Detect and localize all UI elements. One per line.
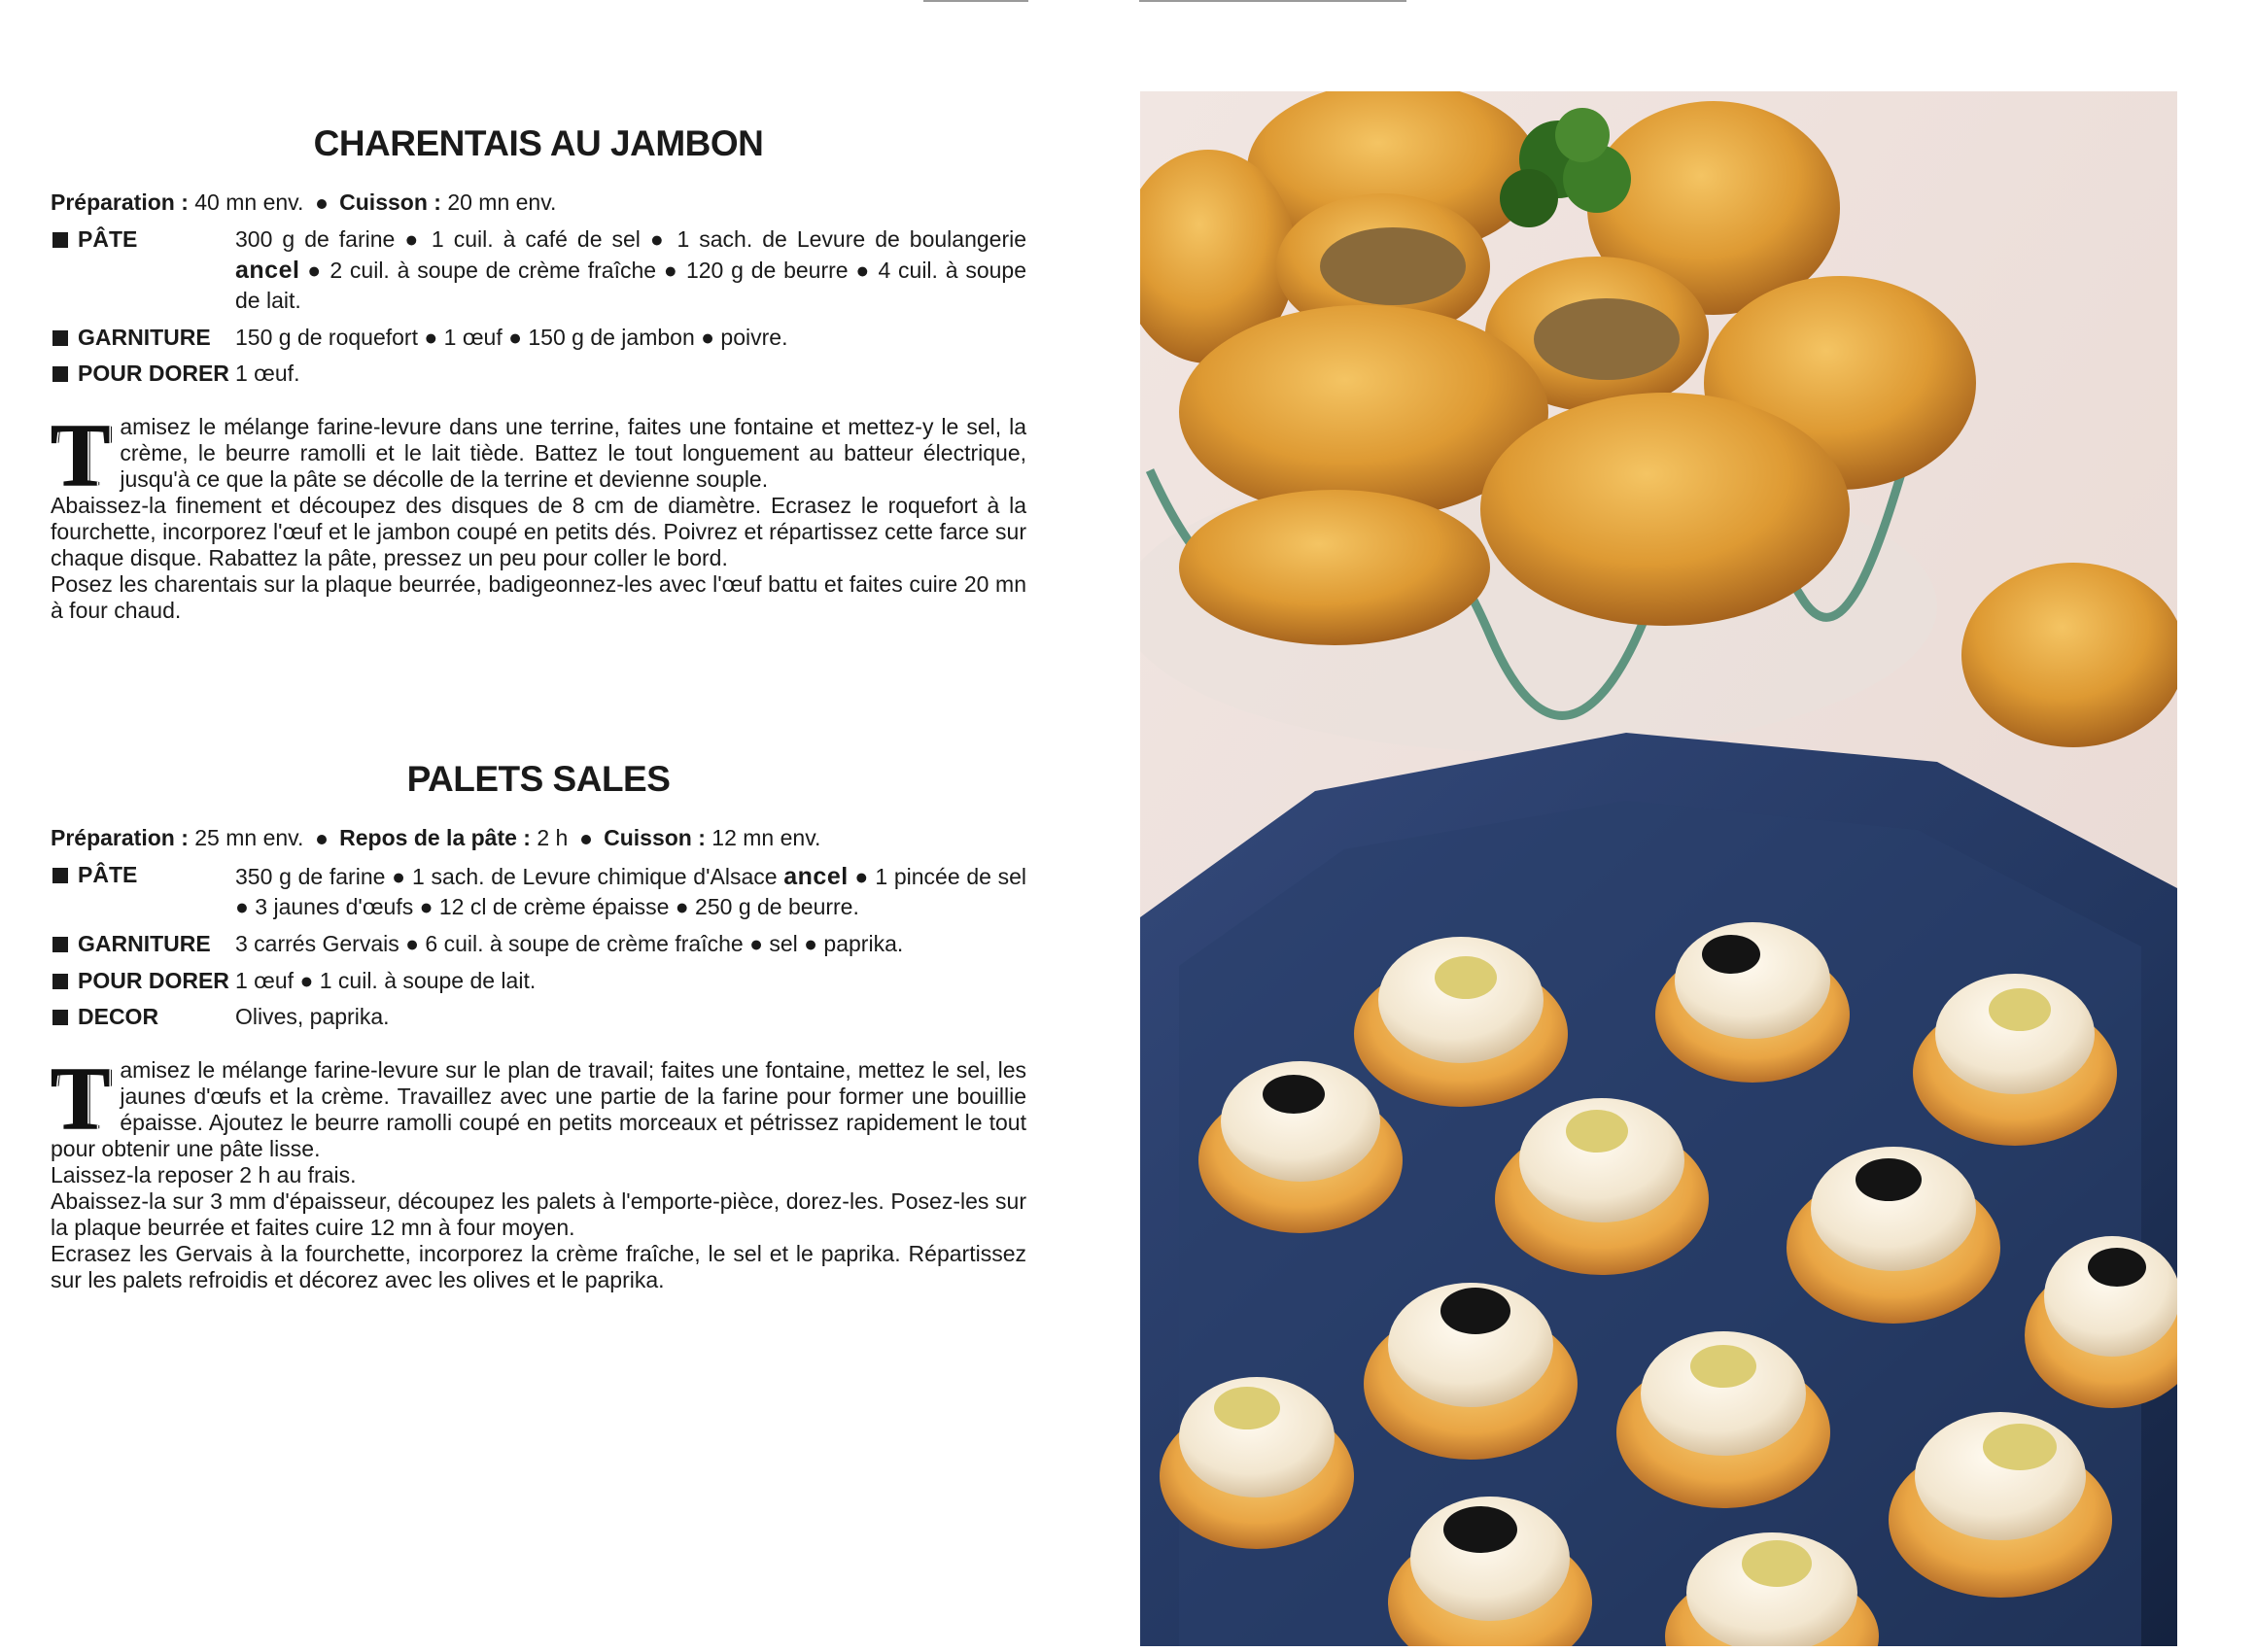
ingredient-text: 1 œuf. [235,361,300,387]
brand-ancel-logo: ancel [783,863,849,891]
bullet-dot [317,835,327,844]
square-bullet-icon [52,974,68,989]
meta-value: 20 mn env. [447,189,557,215]
food-photo-illustration [1140,91,2177,1646]
drop-cap: T [51,1049,111,1149]
recipe-timing [51,189,1026,217]
meta-key: Préparation : [51,189,189,215]
bullet-dot [581,835,591,844]
method-paragraph: amisez le mélange farine-levure dans une terrine, faites une fontaine et mettez-y le sel, la crème, le beurre ramolli et le lait tiède. Battez le tout longuement au batteur électrique, jusqu'à ce que la pâte se décolle de la terrine et devienne souple. [120,414,1026,493]
ingredient-row [51,324,1026,353]
ingredient-text: ● 1 pincée de sel ● 3 jaunes d'œufs ● 12 cl de crème épaisse ● 250 g de beurre. [235,864,1027,919]
meta-key: Repos de la pâte : [339,824,531,850]
ingredient-row [51,225,1026,315]
ingredient-label: GARNITURE [78,930,211,956]
bullet-dot [317,199,327,209]
method-paragraph: Laissez-la reposer 2 h au frais. [51,1162,357,1188]
ingredient-text: ● 2 cuil. à soupe de crème fraîche ● 120 g de beurre ● 4 cuil. à soupe de lait. [235,258,1026,313]
method-paragraph: Posez les charentais sur la plaque beurrée, badigeonnez-les avec l'œuf battu et faites cuire 20 mn à four chaud. [51,571,1026,624]
ingredient-row [51,967,1026,996]
ingredient-row [51,360,1026,389]
ingredient-row [51,1003,1026,1032]
ingredient-text: Olives, paprika. [235,1004,390,1030]
brand-ancel-logo: ancel [235,257,300,285]
recipe-page [0,0,1089,1652]
meta-key: Préparation : [51,824,189,850]
ingredient-label: DECOR [78,1004,159,1030]
ingredient-text: 150 g de roquefort ● 1 œuf ● 150 g de jambon ● poivre. [235,324,788,350]
drop-cap: T [51,405,111,505]
ingredient-text: 300 g de farine ● 1 cuil. à café de sel ● 1 sach. de Levure de boulangerie [235,226,1026,253]
meta-value: 12 mn env. [711,824,821,850]
method-paragraph: Abaissez-la sur 3 mm d'épaisseur, découpez les palets à l'emporte-pièce, dorez-les. Posez-les sur la plaque beurrée et faites cuire 12 mn à four moyen. [51,1188,1026,1241]
meta-value: 40 mn env. [194,189,304,215]
ingredient-row [51,930,1026,959]
method-paragraph: amisez le mélange farine-levure sur le plan de travail; faites une fontaine, mettez le sel, les jaunes d'œufs et la crème. Travaillez avec une partie de la farine pour former une bouillie épaisse. Ajoutez le beurre ramolli coupé en petits morceaux et pétrissez rapidement le tout pour obtenir une pâte lisse. [51,1057,1026,1162]
ingredient-label: POUR DORER [78,361,229,387]
recipe-palets-sales [51,760,1026,1293]
ingredient-label: PÂTE [78,226,138,253]
square-bullet-icon [52,366,68,382]
recipe-title: CHARENTAIS AU JAMBON [313,123,764,163]
recipe-method [51,1049,1026,1293]
ingredient-label: POUR DORER [78,967,229,993]
recipe-method [51,405,1026,624]
meta-value: 25 mn env. [194,824,304,850]
method-paragraph: Abaissez-la finement et découpez des disques de 8 cm de diamètre. Ecrasez le roquefort à la fourchette, incorporez l'œuf et le jambon coupé en petits dés. Poivrez et répartissez cette farce sur chaque disque. Rabattez la pâte, pressez un peu pour coller le bord. [51,493,1026,571]
ingredient-text: 3 carrés Gervais ● 6 cuil. à soupe de crème fraîche ● sel ● paprika. [235,930,904,956]
ingredient-text: 350 g de farine ● 1 sach. de Levure chimique d'Alsace [235,864,778,890]
recipe-charentais [51,124,1026,624]
meta-value: 2 h [537,824,569,850]
square-bullet-icon [52,232,68,248]
method-paragraph: Ecrasez les Gervais à la fourchette, incorporez la crème fraîche, le sel et le paprika. Répartissez sur les palets refroidis et décorez avec les olives et le paprika. [51,1241,1026,1293]
ingredient-text: 1 œuf ● 1 cuil. à soupe de lait. [235,967,537,993]
square-bullet-icon [52,1010,68,1025]
recipe-timing [51,825,1026,852]
square-bullet-icon [52,937,68,952]
square-bullet-icon [52,868,68,883]
square-bullet-icon [52,330,68,346]
food-photo [1140,91,2177,1646]
page-tab-right [1139,0,1406,2]
recipe-title: PALETS SALES [406,759,671,799]
meta-key: Cuisson : [339,189,441,215]
ingredient-row [51,861,1026,921]
meta-key: Cuisson : [604,824,706,850]
ingredient-label: GARNITURE [78,324,211,350]
ingredient-label: PÂTE [78,862,138,888]
